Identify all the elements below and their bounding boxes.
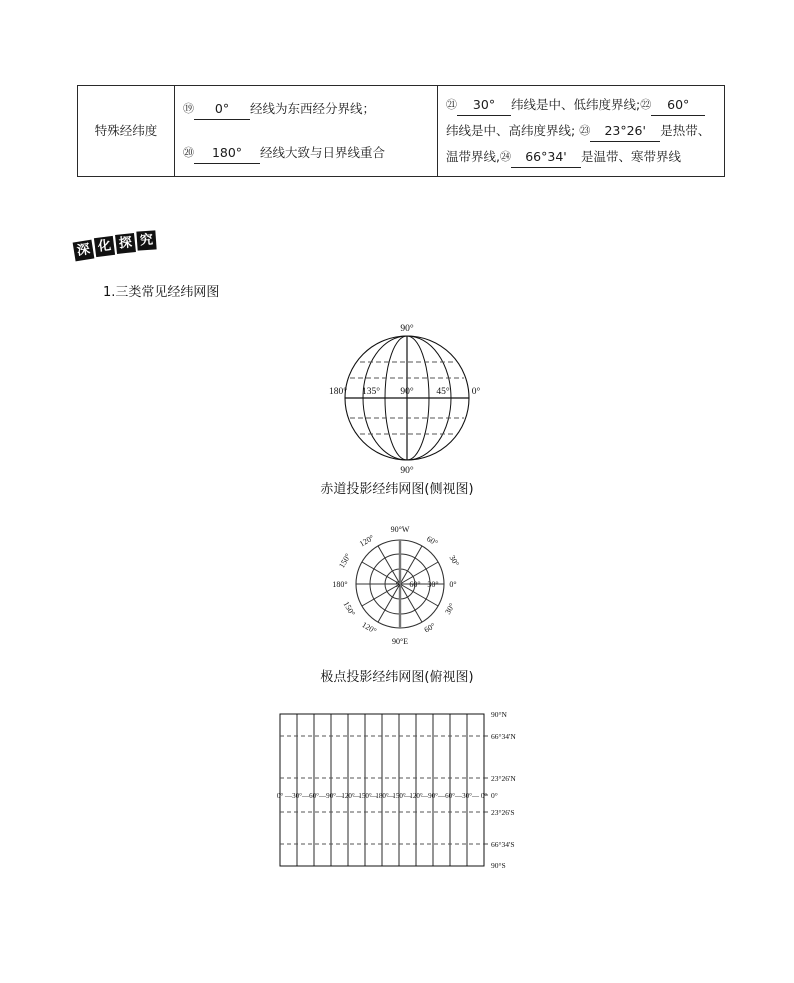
label-lon-150-a: 150° — [358, 792, 372, 800]
item-number-23: ㉓ — [579, 124, 591, 137]
label-lat-6634s: 66°34'S — [491, 840, 515, 849]
table-row — [78, 86, 725, 177]
label-lon-120-a: 120° — [341, 792, 355, 800]
label-lat-6634n: 66°34'N — [491, 732, 516, 741]
blank-21: 30° — [457, 95, 511, 116]
right-axis-ticks — [484, 736, 488, 844]
label-60-ne: 60° — [425, 534, 440, 548]
label-lon-0-b: 0° — [480, 792, 488, 800]
label-lon-30-b: 30° — [462, 792, 472, 800]
label-120-nw: 120° — [357, 533, 376, 549]
item-number-19: ⑲ — [183, 102, 194, 115]
item-number-22: ㉒ — [640, 98, 652, 111]
parallel-text-4: 是温带、寒带界线 — [580, 149, 681, 164]
label-lon-90-b: 90° — [428, 792, 438, 800]
label-south-pole-center: S — [395, 579, 401, 589]
blank-23: 23°26' — [590, 121, 660, 142]
label-180-w: 180° — [332, 580, 348, 589]
svg-text:—: — — [319, 792, 326, 800]
svg-text:—: — — [353, 792, 360, 800]
label-120-sw: 120° — [360, 620, 379, 636]
row-label-cell — [78, 86, 175, 177]
svg-text:—: — — [370, 792, 377, 800]
figure-caption-equatorial: 赤道投影经纬网图(侧视图) — [320, 482, 474, 497]
label-lat-90s: 90°S — [491, 861, 506, 870]
blank-19: 0° — [194, 99, 250, 120]
blank-22: 60° — [651, 95, 705, 116]
label-lon-0-a: 0° — [276, 792, 284, 800]
meridian-item-2 — [183, 140, 429, 166]
parallel-text-2: 纬线是中、高纬度界线; — [446, 123, 576, 138]
item-number-20: ⑳ — [183, 146, 194, 159]
label-north-pole: 90° — [400, 324, 414, 334]
label-lon-90: 90° — [400, 387, 414, 397]
label-lat-2326n: 23°26'N — [491, 774, 516, 783]
blank-20: 180° — [194, 143, 260, 164]
label-ring-0: 0° — [449, 580, 457, 589]
label-lon-120-b: 120° — [409, 792, 423, 800]
polar-projection-diagram — [330, 518, 470, 650]
item-number-21: ㉑ — [446, 98, 457, 111]
meridian-cell — [175, 86, 438, 177]
parallel-text-1: 纬线是中、低纬度界线; — [511, 97, 641, 112]
blank-24: 66°34' — [511, 147, 581, 168]
label-90e: 90°E — [391, 637, 409, 646]
longitude-label-strip — [277, 792, 488, 800]
row-label-text: 特殊经纬度 — [94, 123, 158, 138]
label-60-se: 60° — [422, 621, 437, 635]
stamp-char-3: 探 — [115, 233, 136, 254]
label-lon-180: 180° — [375, 792, 389, 800]
equatorial-projection-diagram — [322, 318, 492, 478]
figure-caption-polar: 极点投影经纬网图(俯视图) — [320, 670, 474, 685]
parallel-text-3: 是热带、温带界线, — [446, 123, 711, 164]
meridian-item-1 — [183, 96, 429, 122]
svg-text:—: — — [438, 792, 445, 800]
label-lon-180: 180° — [328, 387, 348, 397]
label-lon-0: 0° — [471, 387, 481, 397]
spacer — [183, 122, 429, 140]
label-lon-60-a: 60° — [309, 792, 319, 800]
label-lat-2326s: 23°26'S — [491, 808, 515, 817]
label-ring-60: 60° — [409, 580, 421, 589]
label-lon-60-b: 60° — [445, 792, 455, 800]
svg-text:—: — — [302, 792, 309, 800]
label-150-sw: 150° — [341, 599, 357, 618]
label-lon-30-a: 30° — [292, 792, 302, 800]
special-coordinates-table — [77, 85, 725, 177]
stamp-char-2: 化 — [94, 236, 115, 257]
label-lon-150-b: 150° — [392, 792, 406, 800]
svg-text:—: — — [336, 792, 343, 800]
label-south-pole: 90° — [400, 466, 414, 476]
label-lon-45: 45° — [436, 387, 450, 397]
label-lat-0: 0° — [491, 791, 498, 800]
label-lon-90-a: 90° — [326, 792, 336, 800]
svg-text:—: — — [455, 792, 462, 800]
label-ring-30: 30° — [427, 580, 439, 589]
label-lat-90n: 90°N — [491, 710, 507, 719]
parallel-cell — [438, 86, 725, 177]
svg-text:—: — — [472, 792, 479, 800]
subsection-heading: 1.三类常见经纬网图 — [103, 285, 220, 300]
svg-text:—: — — [387, 792, 394, 800]
label-90w: 90°W — [390, 525, 410, 534]
stamp-char-1: 深 — [73, 240, 95, 262]
item-number-24: ㉔ — [499, 150, 511, 163]
meridian-text-2: 经线大致与日界线重合 — [260, 145, 386, 160]
svg-text:—: — — [421, 792, 428, 800]
label-30-ne: 30° — [447, 553, 461, 568]
grid-meridians — [297, 714, 467, 866]
meridian-text-1: 经线为东西经分界线； — [250, 101, 376, 116]
svg-text:—: — — [404, 792, 411, 800]
cylindrical-projection-diagram — [272, 702, 532, 880]
label-150-nw: 150° — [337, 551, 353, 570]
svg-text:—: — — [285, 792, 292, 800]
table-grid — [77, 85, 725, 177]
section-stamp — [72, 228, 172, 262]
label-30-se: 30° — [443, 601, 457, 616]
label-lon-135: 135° — [361, 387, 381, 397]
stamp-char-4: 究 — [136, 230, 156, 250]
